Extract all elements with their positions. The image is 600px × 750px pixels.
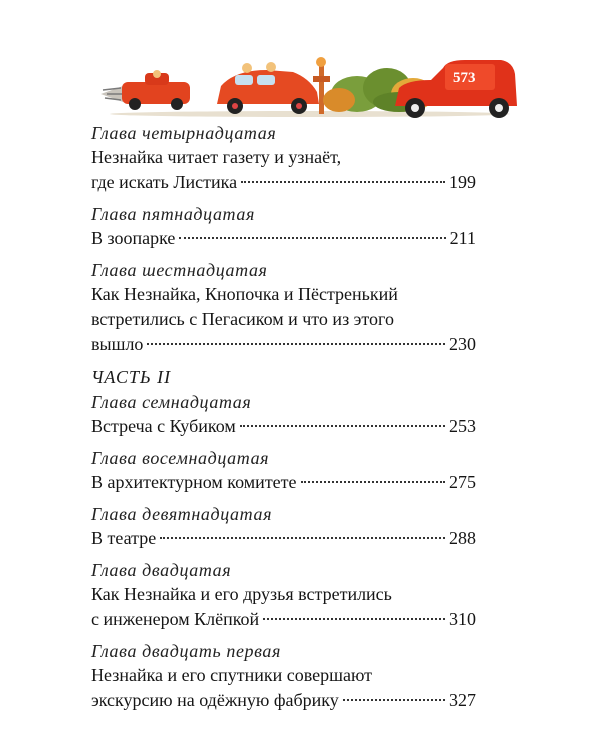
chapter-label: Глава семнадцатая bbox=[91, 392, 252, 412]
page-ref: 253 bbox=[449, 416, 476, 436]
red-car-icon bbox=[217, 62, 319, 114]
drill-car-icon bbox=[101, 70, 190, 110]
page-ref: 199 bbox=[449, 172, 476, 192]
chapter-title-line bbox=[91, 170, 476, 195]
chapter-title-line bbox=[91, 607, 476, 632]
chapter-title-line: Как Незнайка и его друзья встретились bbox=[91, 584, 392, 604]
chapter-label: Глава девятнадцатая bbox=[91, 504, 273, 524]
chapter-title-line bbox=[91, 470, 476, 495]
chapter-title-text: где искать Листика bbox=[91, 172, 238, 192]
dot-leader bbox=[241, 181, 445, 183]
chapter-title-text: с инженером Клёпкой bbox=[91, 609, 260, 629]
chapter-title-text: В архитектурном комитете bbox=[91, 472, 297, 492]
dot-leader bbox=[147, 343, 445, 345]
chapter-title-text: В зоопарке bbox=[91, 228, 176, 248]
cars-parade-illustration bbox=[95, 48, 525, 120]
table-of-contents bbox=[91, 122, 476, 721]
page-number-car-icon bbox=[395, 60, 517, 118]
dot-leader bbox=[179, 237, 445, 239]
page-ref: 275 bbox=[449, 472, 476, 492]
toc-entry-chapter-20 bbox=[91, 559, 476, 632]
chapter-title-line: Незнайка читает газету и узнаёт, bbox=[91, 147, 342, 167]
page-number: 573 bbox=[453, 70, 476, 86]
dot-leader bbox=[301, 481, 445, 483]
chapter-title-line bbox=[91, 332, 476, 357]
page-ref: 288 bbox=[449, 528, 476, 548]
chapter-label: Глава шестнадцатая bbox=[91, 260, 268, 280]
chapter-title-line: встретились с Пегасиком и что из этого bbox=[91, 309, 394, 329]
toc-entry-chapter-16 bbox=[91, 259, 476, 357]
toc-entry-chapter-15 bbox=[91, 203, 476, 251]
chapter-title-line: Незнайка и его спутники совершают bbox=[91, 665, 373, 685]
page-ref: 230 bbox=[449, 334, 476, 354]
toc-entry-chapter-21 bbox=[91, 640, 476, 713]
chapter-title-text: экскурсию на одёжную фабрику bbox=[91, 690, 339, 710]
chapter-label: Глава двадцатая bbox=[91, 560, 232, 580]
dot-leader bbox=[160, 537, 445, 539]
header-illustration bbox=[95, 48, 525, 120]
part-heading: ЧАСТЬ II bbox=[91, 367, 172, 387]
chapter-title-line bbox=[91, 526, 476, 551]
chapter-title-text: вышло bbox=[91, 334, 144, 354]
chapter-label: Глава четырнадцатая bbox=[91, 123, 277, 143]
toc-entry-chapter-18 bbox=[91, 447, 476, 495]
chapter-title-text: В театре bbox=[91, 528, 157, 548]
toc-entry-chapter-19 bbox=[91, 503, 476, 551]
dot-leader bbox=[263, 618, 445, 620]
chapter-title-line bbox=[91, 414, 476, 439]
chapter-label: Глава двадцать первая bbox=[91, 641, 281, 661]
page-ref: 211 bbox=[449, 228, 476, 248]
page-ref: 327 bbox=[449, 690, 476, 710]
toc-entry-chapter-17 bbox=[91, 391, 476, 439]
chapter-label: Глава восемнадцатая bbox=[91, 448, 270, 468]
toc-entry-chapter-14 bbox=[91, 122, 476, 195]
chapter-title-line: Как Незнайка, Кнопочка и Пёстренький bbox=[91, 284, 398, 304]
page-ref: 310 bbox=[449, 609, 476, 629]
dot-leader bbox=[343, 699, 445, 701]
chapter-title-text: Встреча с Кубиком bbox=[91, 416, 236, 436]
dot-leader bbox=[240, 425, 445, 427]
chapter-title-line bbox=[91, 226, 476, 251]
chapter-title-line bbox=[91, 688, 476, 713]
chapter-label: Глава пятнадцатая bbox=[91, 204, 255, 224]
